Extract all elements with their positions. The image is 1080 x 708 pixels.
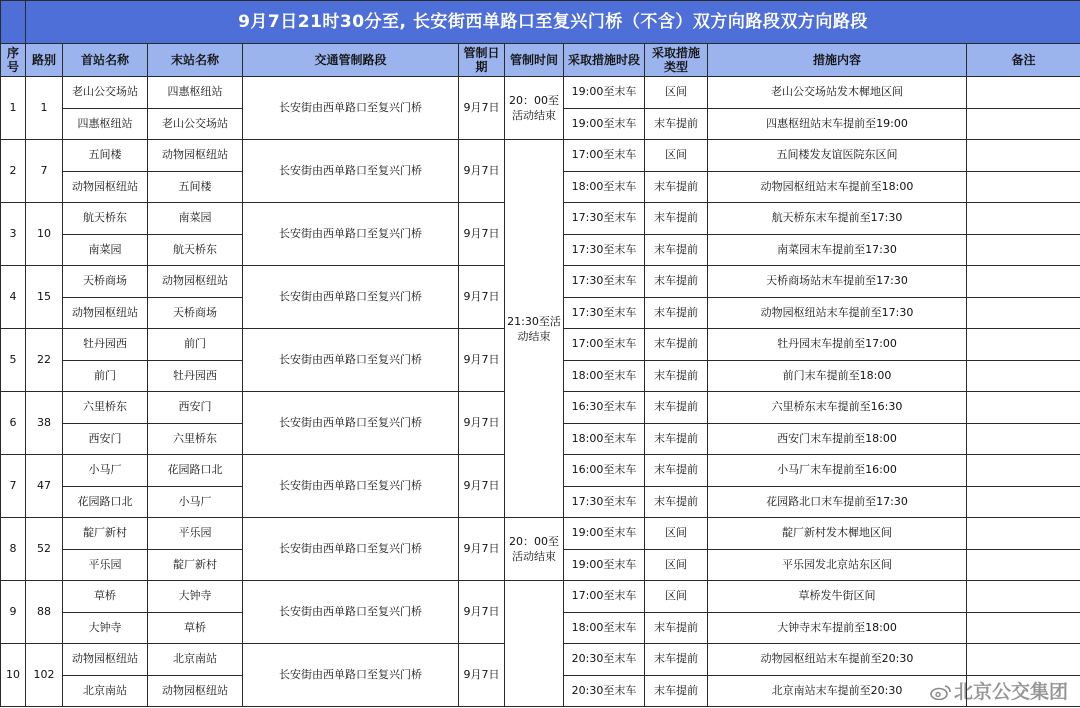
cell-start-station: 动物园枢纽站 [63,297,148,329]
cell-date: 9月7日 [459,329,505,392]
cell-no: 10 [1,644,26,707]
cell-date: 9月7日 [459,455,505,518]
header-date: 管制日期 [459,44,505,77]
cell-type: 末车提前 [645,644,708,676]
cell-control-time: 20：00至活动结束 [505,518,564,581]
cell-content: 平乐园发北京站东区间 [708,549,967,581]
cell-end-station: 四惠枢纽站 [148,77,243,109]
header-row [1,44,1080,77]
cell-date: 9月7日 [459,140,505,203]
cell-route: 88 [26,581,63,644]
cell-remarks [967,234,1080,266]
cell-remarks [967,612,1080,644]
cell-start-station: 老山公交场站 [63,77,148,109]
cell-date: 9月7日 [459,392,505,455]
cell-content: 四惠枢纽站末车提前至19:00 [708,108,967,140]
cell-remarks [967,140,1080,172]
cell-segment: 长安街由西单路口至复兴门桥 [243,266,459,329]
cell-type: 区间 [645,77,708,109]
cell-period: 19:00至末车 [564,549,645,581]
cell-start-station: 小马厂 [63,455,148,487]
cell-type: 区间 [645,581,708,613]
cell-end-station: 老山公交场站 [148,108,243,140]
cell-remarks [967,423,1080,455]
cell-remarks [967,644,1080,676]
cell-no: 4 [1,266,26,329]
cell-start-station: 花园路口北 [63,486,148,518]
cell-type: 末车提前 [645,455,708,487]
cell-content: 动物园枢纽站末车提前至17:30 [708,297,967,329]
cell-date: 9月7日 [459,518,505,581]
cell-segment: 长安街由西单路口至复兴门桥 [243,644,459,707]
cell-remarks [967,486,1080,518]
cell-period: 17:30至末车 [564,203,645,235]
cell-date: 9月7日 [459,203,505,266]
cell-content: 前门末车提前至18:00 [708,360,967,392]
cell-end-station: 天桥商场 [148,297,243,329]
cell-remarks [967,360,1080,392]
cell-end-station: 前门 [148,329,243,361]
cell-start-station: 草桥 [63,581,148,613]
cell-end-station: 牡丹园西 [148,360,243,392]
cell-content: 五间楼发友谊医院东区间 [708,140,967,172]
cell-route: 52 [26,518,63,581]
header-end-station: 末站名称 [148,44,243,77]
cell-date: 9月7日 [459,644,505,707]
cell-content: 牡丹园末车提前至17:00 [708,329,967,361]
table-row [1,140,1080,172]
cell-period: 19:00至末车 [564,108,645,140]
cell-segment: 长安街由西单路口至复兴门桥 [243,518,459,581]
cell-route: 7 [26,140,63,203]
cell-content: 草桥发牛街区间 [708,581,967,613]
cell-content: 动物园枢纽站末车提前至20:30 [708,644,967,676]
header-period: 采取措施时段 [564,44,645,77]
header-remarks: 备注 [967,44,1080,77]
cell-segment: 长安街由西单路口至复兴门桥 [243,455,459,518]
cell-segment: 长安街由西单路口至复兴门桥 [243,392,459,455]
cell-route: 22 [26,329,63,392]
cell-remarks [967,581,1080,613]
cell-remarks [967,549,1080,581]
cell-end-station: 草桥 [148,612,243,644]
cell-type: 区间 [645,518,708,550]
cell-date: 9月7日 [459,581,505,644]
cell-type: 区间 [645,549,708,581]
cell-type: 末车提前 [645,297,708,329]
cell-period: 17:00至末车 [564,581,645,613]
header-type: 采取措施类型 [645,44,708,77]
cell-period: 19:00至末车 [564,77,645,109]
cell-content: 天桥商场站末车提前至17:30 [708,266,967,298]
page-title: 9月7日21时30分至, 长安街西单路口至复兴门桥（不含）双方向路段双方向路段 [26,1,1080,44]
cell-route: 102 [26,644,63,707]
header-control-time: 管制时间 [505,44,564,77]
cell-start-station: 动物园枢纽站 [63,171,148,203]
cell-end-station: 靛厂新村 [148,549,243,581]
cell-remarks [967,675,1080,707]
cell-type: 末车提前 [645,329,708,361]
cell-no: 9 [1,581,26,644]
cell-segment: 长安街由西单路口至复兴门桥 [243,203,459,266]
cell-content: 花园路北口末车提前至17:30 [708,486,967,518]
cell-start-station: 天桥商场 [63,266,148,298]
cell-period: 16:00至末车 [564,455,645,487]
cell-remarks [967,455,1080,487]
title-corner [1,1,26,44]
cell-end-station: 平乐园 [148,518,243,550]
cell-type: 末车提前 [645,171,708,203]
cell-period: 17:30至末车 [564,266,645,298]
table-row [1,77,1080,109]
cell-content: 老山公交场站发木樨地区间 [708,77,967,109]
header-segment: 交通管制路段 [243,44,459,77]
cell-type: 末车提前 [645,612,708,644]
cell-remarks [967,203,1080,235]
cell-control-time: 21:30至活动结束 [505,140,564,518]
cell-type: 末车提前 [645,675,708,707]
cell-control-time [505,581,564,707]
cell-start-station: 四惠枢纽站 [63,108,148,140]
cell-content: 航天桥东末车提前至17:30 [708,203,967,235]
table-row [1,518,1080,550]
cell-start-station: 靛厂新村 [63,518,148,550]
cell-start-station: 南菜园 [63,234,148,266]
cell-period: 19:00至末车 [564,518,645,550]
header-start-station: 首站名称 [63,44,148,77]
cell-type: 末车提前 [645,392,708,424]
cell-segment: 长安街由西单路口至复兴门桥 [243,329,459,392]
cell-period: 17:00至末车 [564,140,645,172]
cell-start-station: 平乐园 [63,549,148,581]
cell-start-station: 北京南站 [63,675,148,707]
cell-start-station: 西安门 [63,423,148,455]
cell-remarks [967,171,1080,203]
cell-content: 六里桥东末车提前至16:30 [708,392,967,424]
cell-end-station: 小马厂 [148,486,243,518]
watermark-text: 北京公交集团 [953,681,1068,703]
cell-no: 7 [1,455,26,518]
cell-route: 47 [26,455,63,518]
table-row [1,581,1080,613]
cell-no: 1 [1,77,26,140]
cell-remarks [967,108,1080,140]
cell-end-station: 动物园枢纽站 [148,675,243,707]
cell-end-station: 动物园枢纽站 [148,140,243,172]
cell-end-station: 航天桥东 [148,234,243,266]
cell-start-station: 航天桥东 [63,203,148,235]
cell-date: 9月7日 [459,266,505,329]
cell-type: 末车提前 [645,203,708,235]
header-no: 序号 [1,44,26,77]
cell-end-station: 花园路口北 [148,455,243,487]
cell-end-station: 南菜园 [148,203,243,235]
cell-start-station: 大钟寺 [63,612,148,644]
cell-remarks [967,392,1080,424]
cell-period: 17:30至末车 [564,486,645,518]
cell-type: 末车提前 [645,486,708,518]
cell-period: 18:00至末车 [564,360,645,392]
cell-start-station: 牡丹园西 [63,329,148,361]
cell-segment: 长安街由西单路口至复兴门桥 [243,77,459,140]
header-content: 措施内容 [708,44,967,77]
cell-content: 小马厂末车提前至16:00 [708,455,967,487]
cell-no: 3 [1,203,26,266]
cell-start-station: 前门 [63,360,148,392]
cell-type: 末车提前 [645,423,708,455]
cell-period: 17:00至末车 [564,329,645,361]
cell-content: 西安门末车提前至18:00 [708,423,967,455]
cell-control-time: 20：00至活动结束 [505,77,564,140]
cell-end-station: 五间楼 [148,171,243,203]
cell-no: 5 [1,329,26,392]
cell-period: 20:30至末车 [564,675,645,707]
cell-segment: 长安街由西单路口至复兴门桥 [243,140,459,203]
cell-content: 北京南站末车提前至20:30 [708,675,967,707]
cell-remarks [967,266,1080,298]
cell-start-station: 动物园枢纽站 [63,644,148,676]
cell-remarks [967,329,1080,361]
cell-no: 6 [1,392,26,455]
cell-type: 区间 [645,140,708,172]
cell-remarks [967,518,1080,550]
header-route: 路别 [26,44,63,77]
cell-end-station: 大钟寺 [148,581,243,613]
cell-period: 17:30至末车 [564,297,645,329]
cell-type: 末车提前 [645,234,708,266]
cell-route: 38 [26,392,63,455]
cell-remarks [967,77,1080,109]
cell-period: 18:00至末车 [564,423,645,455]
cell-start-station: 五间楼 [63,140,148,172]
cell-period: 16:30至末车 [564,392,645,424]
cell-no: 2 [1,140,26,203]
cell-type: 末车提前 [645,266,708,298]
cell-period: 18:00至末车 [564,612,645,644]
cell-content: 靛厂新村发木樨地区间 [708,518,967,550]
cell-type: 末车提前 [645,108,708,140]
cell-remarks [967,297,1080,329]
cell-route: 10 [26,203,63,266]
cell-period: 20:30至末车 [564,644,645,676]
cell-period: 18:00至末车 [564,171,645,203]
cell-date: 9月7日 [459,77,505,140]
cell-end-station: 六里桥东 [148,423,243,455]
cell-content: 大钟寺末车提前至18:00 [708,612,967,644]
cell-route: 1 [26,77,63,140]
cell-end-station: 北京南站 [148,644,243,676]
cell-route: 15 [26,266,63,329]
cell-type: 末车提前 [645,360,708,392]
cell-segment: 长安街由西单路口至复兴门桥 [243,581,459,644]
cell-no: 8 [1,518,26,581]
cell-content: 动物园枢纽站末车提前至18:00 [708,171,967,203]
cell-start-station: 六里桥东 [63,392,148,424]
cell-period: 17:30至末车 [564,234,645,266]
cell-end-station: 西安门 [148,392,243,424]
cell-content: 南菜园末车提前至17:30 [708,234,967,266]
cell-end-station: 动物园枢纽站 [148,266,243,298]
